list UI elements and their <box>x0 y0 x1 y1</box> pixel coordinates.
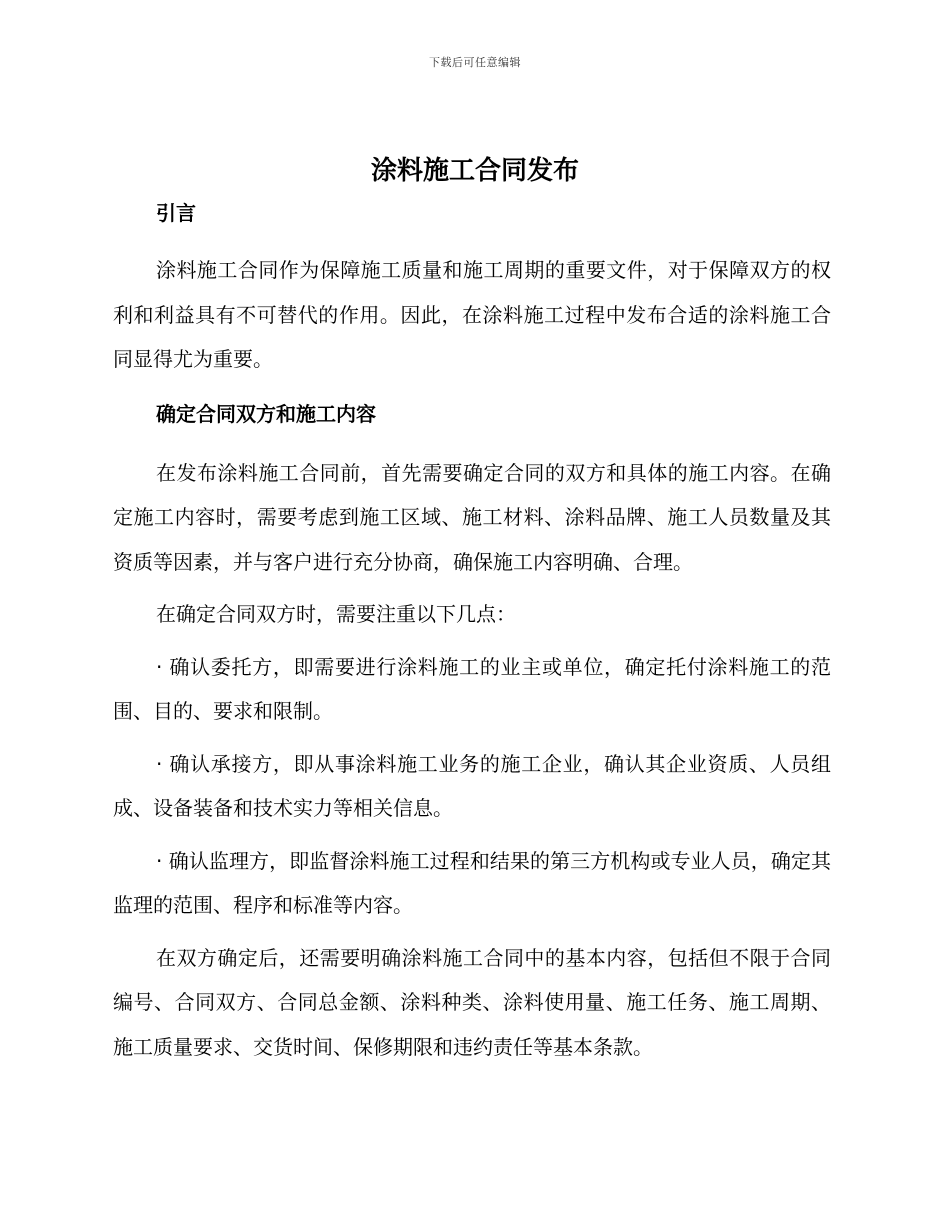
paragraph-parties-intro: 在确定合同双方时，需要注重以下几点： <box>156 602 516 626</box>
parties-heading: 确定合同双方和施工内容 <box>156 401 376 426</box>
bullet-client: · 确认委托方，即需要进行涂料施工的业主或单位，确定托付涂料施工的范围、目的、要求和限制。 <box>113 654 831 723</box>
paragraph-contract-content: 在双方确定后，还需要明确涂料施工合同中的基本内容，包括但不限于合同编号、合同双方、合同总金额、涂料种类、涂料使用量、施工任务、施工周期、施工质量要求、交货时间、保修期限和违约责任等基本条款。 <box>113 945 831 1059</box>
header-note: 下载后可任意编辑 <box>429 56 521 69</box>
intro-heading: 引言 <box>156 201 196 225</box>
bullet-contractor: · 确认承接方，即从事涂料施工业务的施工企业，确认其企业资质、人员组成、设备装备和技术实力等相关信息。 <box>113 751 831 820</box>
paragraph-scope: 在发布涂料施工合同前，首先需要确定合同的双方和具体的施工内容。在确定施工内容时，需要考虑到施工区域、施工材料、涂料品牌、施工人员数量及其资质等因素，并与客户进行充分协商，确保施工内容明确、合理。 <box>113 460 831 574</box>
intro-paragraph: 涂料施工合同作为保障施工质量和施工周期的重要文件，对于保障双方的权利和利益具有不可替代的作用。因此，在涂料施工过程中发布合适的涂料施工合同显得尤为重要。 <box>113 258 831 371</box>
bullet-supervisor: · 确认监理方，即监督涂料施工过程和结果的第三方机构或专业人员，确定其监理的范围、程序和标准等内容。 <box>113 848 831 917</box>
document-title: 涂料施工合同发布 <box>370 156 579 186</box>
document-body <box>113 196 831 1077</box>
